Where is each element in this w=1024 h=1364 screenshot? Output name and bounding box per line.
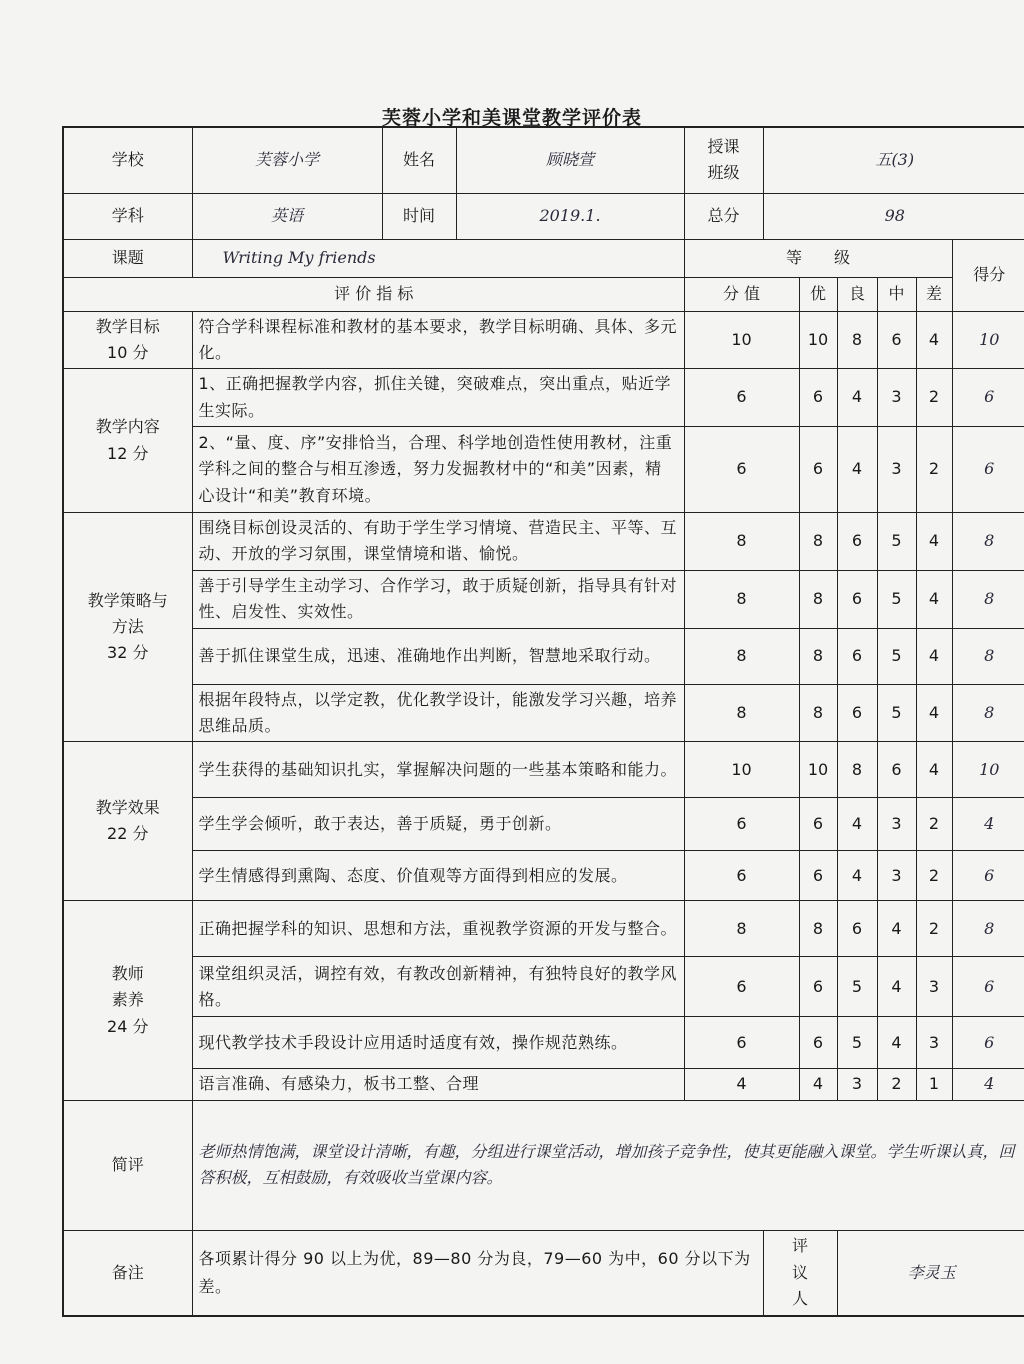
excellent-value: 8 <box>799 570 837 628</box>
score-value: 4 <box>952 1069 1024 1100</box>
points-value: 8 <box>684 513 799 571</box>
medium-value: 4 <box>877 1017 916 1069</box>
score-value: 8 <box>952 570 1024 628</box>
table-row <box>63 513 1024 571</box>
score-value: 8 <box>952 628 1024 684</box>
category-teaching-strategy <box>63 513 192 742</box>
excellent-value: 6 <box>799 369 837 427</box>
indicator-header: 评 价 指 标 <box>63 277 684 311</box>
good-value: 4 <box>837 798 877 851</box>
points-value: 10 <box>684 742 799 798</box>
excellent-value: 8 <box>799 628 837 684</box>
name-value: 顾晓萱 <box>456 127 684 193</box>
points-header: 分 值 <box>684 277 799 311</box>
medium-header: 中 <box>877 277 916 311</box>
evaluator-label-line: 人 <box>791 1289 808 1309</box>
medium-value: 5 <box>877 513 916 571</box>
indicator-text: 善于抓住课堂生成，迅速、准确地作出判断，智慧地采取行动。 <box>192 628 684 684</box>
category-teaching-effect <box>63 742 192 901</box>
score-value: 4 <box>952 798 1024 851</box>
score-value: 10 <box>952 311 1024 369</box>
medium-value: 5 <box>877 570 916 628</box>
score-value: 8 <box>952 901 1024 957</box>
good-value: 6 <box>837 628 877 684</box>
category-line: 方法 <box>111 617 144 637</box>
poor-value: 4 <box>916 628 952 684</box>
excellent-value: 8 <box>799 684 837 742</box>
medium-value: 3 <box>877 798 916 851</box>
score-value: 6 <box>952 851 1024 901</box>
comment-label: 简评 <box>63 1100 192 1230</box>
points-value: 10 <box>684 311 799 369</box>
evaluator-label <box>763 1230 837 1316</box>
category-teaching-content <box>63 369 192 513</box>
table-row <box>63 684 1024 742</box>
class-label-line1: 授课 <box>707 136 740 156</box>
table-row <box>63 311 1024 369</box>
medium-value: 6 <box>877 742 916 798</box>
score-value: 10 <box>952 742 1024 798</box>
indicator-text: 正确把握学科的知识、思想和方法，重视教学资源的开发与整合。 <box>192 901 684 957</box>
medium-value: 6 <box>877 311 916 369</box>
indicator-text: 根据年段特点，以学定教，优化教学设计，能激发学习兴趣，培养思维品质。 <box>192 684 684 742</box>
comment-row <box>63 1100 1024 1230</box>
excellent-value: 6 <box>799 851 837 901</box>
category-line: 教学策略与 <box>87 590 168 610</box>
medium-value: 3 <box>877 427 916 513</box>
poor-value: 4 <box>916 570 952 628</box>
excellent-value: 10 <box>799 311 837 369</box>
good-value: 6 <box>837 901 877 957</box>
evaluator-label-line: 评 <box>791 1236 808 1256</box>
good-value: 5 <box>837 1017 877 1069</box>
subject-label: 学科 <box>63 193 192 239</box>
category-line: 24 分 <box>107 1016 149 1036</box>
points-value: 4 <box>684 1069 799 1100</box>
poor-value: 2 <box>916 369 952 427</box>
excellent-value: 10 <box>799 742 837 798</box>
class-value: 五(3) <box>763 127 1024 193</box>
poor-value: 2 <box>916 427 952 513</box>
poor-value: 4 <box>916 684 952 742</box>
good-value: 4 <box>837 369 877 427</box>
table-row <box>63 628 1024 684</box>
medium-value: 3 <box>877 369 916 427</box>
good-value: 4 <box>837 427 877 513</box>
good-value: 6 <box>837 513 877 571</box>
score-value: 6 <box>952 369 1024 427</box>
table-row <box>63 427 1024 513</box>
good-value: 8 <box>837 311 877 369</box>
indicator-text: 符合学科课程标准和教材的基本要求，教学目标明确、具体、多元化。 <box>192 311 684 369</box>
score-header: 得分 <box>952 239 1024 311</box>
score-value: 6 <box>952 427 1024 513</box>
table-row <box>63 1017 1024 1069</box>
total-value: 98 <box>763 193 1024 239</box>
score-value: 8 <box>952 684 1024 742</box>
category-teacher-quality <box>63 901 192 1100</box>
category-line: 32 分 <box>107 643 149 663</box>
table-row <box>63 901 1024 957</box>
points-value: 6 <box>684 798 799 851</box>
topic-value: Writing My friends <box>192 239 684 277</box>
category-line: 教学内容 <box>95 417 160 437</box>
school-value: 芙蓉小学 <box>192 127 382 193</box>
excellent-value: 6 <box>799 1017 837 1069</box>
time-label: 时间 <box>382 193 456 239</box>
poor-header: 差 <box>916 277 952 311</box>
school-label: 学校 <box>63 127 192 193</box>
remarks-row <box>63 1230 1024 1316</box>
good-header: 良 <box>837 277 877 311</box>
good-value: 3 <box>837 1069 877 1100</box>
good-value: 6 <box>837 570 877 628</box>
table-row <box>63 851 1024 901</box>
indicator-text: 2、“量、度、序”安排恰当，合理、科学地创造性使用教材，注重学科之间的整合与相互渗透，努力发掘教材中的“和美”因素，精心设计“和美”教育环境。 <box>192 427 684 513</box>
points-value: 8 <box>684 684 799 742</box>
indicator-text: 学生学会倾听，敢于表达，善于质疑，勇于创新。 <box>192 798 684 851</box>
poor-value: 1 <box>916 1069 952 1100</box>
poor-value: 4 <box>916 742 952 798</box>
good-value: 4 <box>837 851 877 901</box>
category-line: 10 分 <box>107 342 149 362</box>
excellent-value: 6 <box>799 957 837 1017</box>
table-row <box>63 369 1024 427</box>
total-label: 总分 <box>684 193 763 239</box>
medium-value: 2 <box>877 1069 916 1100</box>
poor-value: 2 <box>916 901 952 957</box>
form-title: 芙蓉小学和美课堂教学评价表 <box>381 107 642 129</box>
category-line: 教学目标 <box>95 316 160 336</box>
points-value: 8 <box>684 570 799 628</box>
excellent-value: 6 <box>799 427 837 513</box>
indicator-text: 课堂组织灵活，调控有效，有教改创新精神，有独特良好的教学风格。 <box>192 957 684 1017</box>
table-row <box>63 798 1024 851</box>
points-value: 6 <box>684 427 799 513</box>
category-line: 22 分 <box>107 824 149 844</box>
points-value: 8 <box>684 628 799 684</box>
table-row <box>63 957 1024 1017</box>
points-value: 6 <box>684 369 799 427</box>
excellent-value: 6 <box>799 798 837 851</box>
remarks-label: 备注 <box>63 1230 192 1316</box>
good-value: 5 <box>837 957 877 1017</box>
indicator-text: 围绕目标创设灵活的、有助于学生学习情境、营造民主、平等、互动、开放的学习氛围，课堂情境和谐、愉悦。 <box>192 513 684 571</box>
evaluator-label-line: 议 <box>791 1262 808 1282</box>
indicator-text: 学生情感得到熏陶、态度、价值观等方面得到相应的发展。 <box>192 851 684 901</box>
category-line: 12 分 <box>107 443 149 463</box>
medium-value: 5 <box>877 684 916 742</box>
indicator-text: 学生获得的基础知识扎实，掌握解决问题的一些基本策略和能力。 <box>192 742 684 798</box>
name-label: 姓名 <box>382 127 456 193</box>
category-teaching-goals <box>63 311 192 369</box>
poor-value: 3 <box>916 1017 952 1069</box>
excellent-value: 8 <box>799 513 837 571</box>
poor-value: 4 <box>916 311 952 369</box>
category-line: 素养 <box>111 990 144 1010</box>
poor-value: 2 <box>916 851 952 901</box>
indicator-text: 语言准确、有感染力，板书工整、合理 <box>192 1069 684 1100</box>
poor-value: 4 <box>916 513 952 571</box>
excellent-value: 8 <box>799 901 837 957</box>
points-value: 6 <box>684 851 799 901</box>
evaluator-signature: 李灵玉 <box>837 1230 1024 1316</box>
table-row <box>63 742 1024 798</box>
table-row <box>63 570 1024 628</box>
excellent-header: 优 <box>799 277 837 311</box>
time-value: 2019.1. <box>456 193 684 239</box>
comment-text: 老师热情饱满，课堂设计清晰，有趣，分组进行课堂活动，增加孩子竞争性，使其更能融入课堂。学生听课认真，回答积极，互相鼓励，有效吸收当堂课内容。 <box>192 1100 1024 1230</box>
grade-header: 等 级 <box>684 239 952 277</box>
medium-value: 4 <box>877 901 916 957</box>
medium-value: 3 <box>877 851 916 901</box>
excellent-value: 4 <box>799 1069 837 1100</box>
good-value: 8 <box>837 742 877 798</box>
poor-value: 2 <box>916 798 952 851</box>
remarks-text: 各项累计得分 90 以上为优，89—80 分为良，79—60 为中，60 分以下为差。 <box>192 1230 763 1316</box>
category-line: 教学效果 <box>95 798 160 818</box>
medium-value: 5 <box>877 628 916 684</box>
subject-value: 英语 <box>192 193 382 239</box>
points-value: 6 <box>684 957 799 1017</box>
class-label <box>684 127 763 193</box>
class-label-line2: 班级 <box>707 163 740 183</box>
score-value: 6 <box>952 1017 1024 1069</box>
score-value: 8 <box>952 513 1024 571</box>
table-row <box>63 1069 1024 1100</box>
medium-value: 4 <box>877 957 916 1017</box>
category-line: 教师 <box>111 964 144 984</box>
poor-value: 3 <box>916 957 952 1017</box>
good-value: 6 <box>837 684 877 742</box>
points-value: 6 <box>684 1017 799 1069</box>
evaluation-form-table <box>62 126 1024 1317</box>
points-value: 8 <box>684 901 799 957</box>
indicator-text: 善于引导学生主动学习、合作学习，敢于质疑创新，指导具有针对性、启发性、实效性。 <box>192 570 684 628</box>
score-value: 6 <box>952 957 1024 1017</box>
indicator-text: 现代教学技术手段设计应用适时适度有效，操作规范熟练。 <box>192 1017 684 1069</box>
topic-label: 课题 <box>63 239 192 277</box>
indicator-text: 1、正确把握教学内容，抓住关键，突破难点，突出重点，贴近学生实际。 <box>192 369 684 427</box>
